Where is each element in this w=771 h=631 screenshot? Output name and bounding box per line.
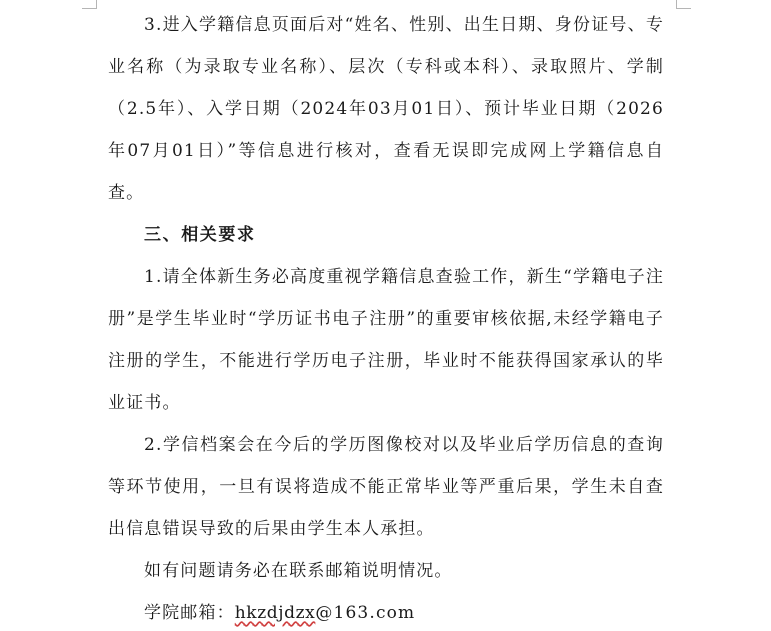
email-address-domain[interactable]: @163.com <box>315 603 416 623</box>
section-heading-requirements: 三、相关要求 <box>144 225 256 245</box>
paragraph-step-3: 3.进入学籍信息页面后对“姓名、性别、出生日期、身份证号、专业名称（为录取专业名称）、层次（专科或本科）、录取照片、学制（2.5年）、入学日期（2024年03月01日）、预计毕业日期（2026年07月01日）”等信息进行核对，查看无误即完成网上学籍信息自查。 <box>108 15 664 203</box>
email-label: 学院邮箱： <box>144 603 235 623</box>
document-page <box>108 4 664 631</box>
contact-note: 如有问题请务必在联系邮箱说明情况。 <box>144 561 453 581</box>
requirement-item-1: 1.请全体新生务必高度重视学籍信息查验工作，新生“学籍电子注册”是学生毕业时“学历证书电子注册”的重要审核依据,未经学籍电子注册的学生，不能进行学历电子注册，毕业时不能获得国家承认的毕业证书。 <box>108 267 664 413</box>
college-email-line <box>108 592 664 631</box>
page-corner-marker-left <box>82 0 97 9</box>
page-corner-marker-right <box>676 0 691 9</box>
email-address-user[interactable]: hkzdjdzx <box>234 603 316 623</box>
requirement-item-2: 2.学信档案会在今后的学历图像校对以及毕业后学历信息的查询等环节使用，一旦有误将造成不能正常毕业等严重后果，学生未自查出信息错误导致的后果由学生本人承担。 <box>108 435 664 539</box>
